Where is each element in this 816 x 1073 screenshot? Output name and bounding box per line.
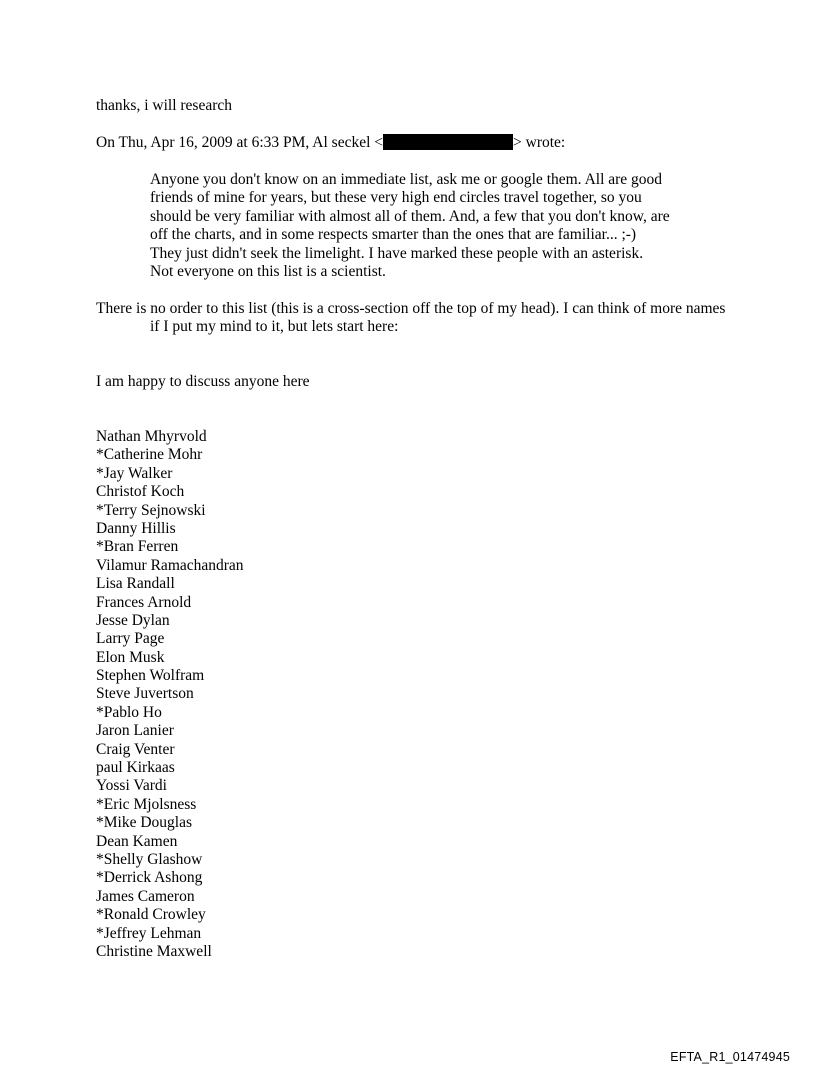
name-item: *Eric Mjolsness <box>96 795 197 813</box>
name-item: *Shelly Glashow <box>96 850 203 868</box>
name-item: *Bran Ferren <box>96 538 179 556</box>
quote-header-prefix: On Thu, Apr 16, 2009 at 6:33 PM, Al seckel < <box>96 134 384 151</box>
name-item: Danny Hillis <box>96 519 176 537</box>
name-item: *Pablo Ho <box>96 703 162 721</box>
name-item: Dean Kamen <box>96 832 178 850</box>
name-item: Elon Musk <box>96 648 165 666</box>
name-item: *Derrick Ashong <box>96 869 203 887</box>
name-item: Frances Arnold <box>96 593 192 611</box>
name-item: *Catherine Mohr <box>96 446 203 464</box>
names-list <box>96 428 244 961</box>
name-item: paul Kirkaas <box>96 759 175 777</box>
name-item: Christine Maxwell <box>96 942 212 960</box>
quoted-paragraph: Anyone you don't know on an immediate list, ask me or google them. All are good friends of mine for years, but these very high end circles travel together, so you should be very familiar with almost all of them. And, a few that you don't know, are off the charts, and in some respects smarter than the ones that are familiar... ;-) They just didn't seek the limelight. I have marked these people with an asterisk. Not everyone on this list is a scientist. <box>150 171 670 281</box>
name-item: Lisa Randall <box>96 575 175 593</box>
discuss-line: I am happy to discuss anyone here <box>96 373 310 390</box>
redacted-email-block <box>383 134 513 150</box>
name-item: *Jeffrey Lehman <box>96 924 202 942</box>
name-item: Stephen Wolfram <box>96 667 205 685</box>
name-item: Nathan Mhyrvold <box>96 428 207 445</box>
name-item: James Cameron <box>96 887 195 905</box>
order-note: There is no order to this list (this is a cross-section off the top of my head). I can think of more names if I put my mind to it, but lets start here: <box>96 300 726 336</box>
name-item: Craig Venter <box>96 740 175 758</box>
document-id-footer: EFTA_R1_01474945 <box>670 1050 790 1064</box>
name-item: Steve Juvertson <box>96 685 194 703</box>
name-item: Vilamur Ramachandran <box>96 556 244 574</box>
name-item: Yossi Vardi <box>96 777 167 795</box>
quote-header-suffix: > wrote: <box>513 134 566 151</box>
name-item: *Jay Walker <box>96 464 173 482</box>
name-item: *Ronald Crowley <box>96 906 206 924</box>
reply-text: thanks, i will research <box>96 97 233 114</box>
name-item: Larry Page <box>96 630 165 648</box>
quote-header <box>96 134 565 152</box>
name-item: Jesse Dylan <box>96 611 170 629</box>
name-item: Jaron Lanier <box>96 722 174 740</box>
name-item: *Terry Sejnowski <box>96 501 206 519</box>
name-item: Christof Koch <box>96 483 185 501</box>
name-item: *Mike Douglas <box>96 814 193 832</box>
